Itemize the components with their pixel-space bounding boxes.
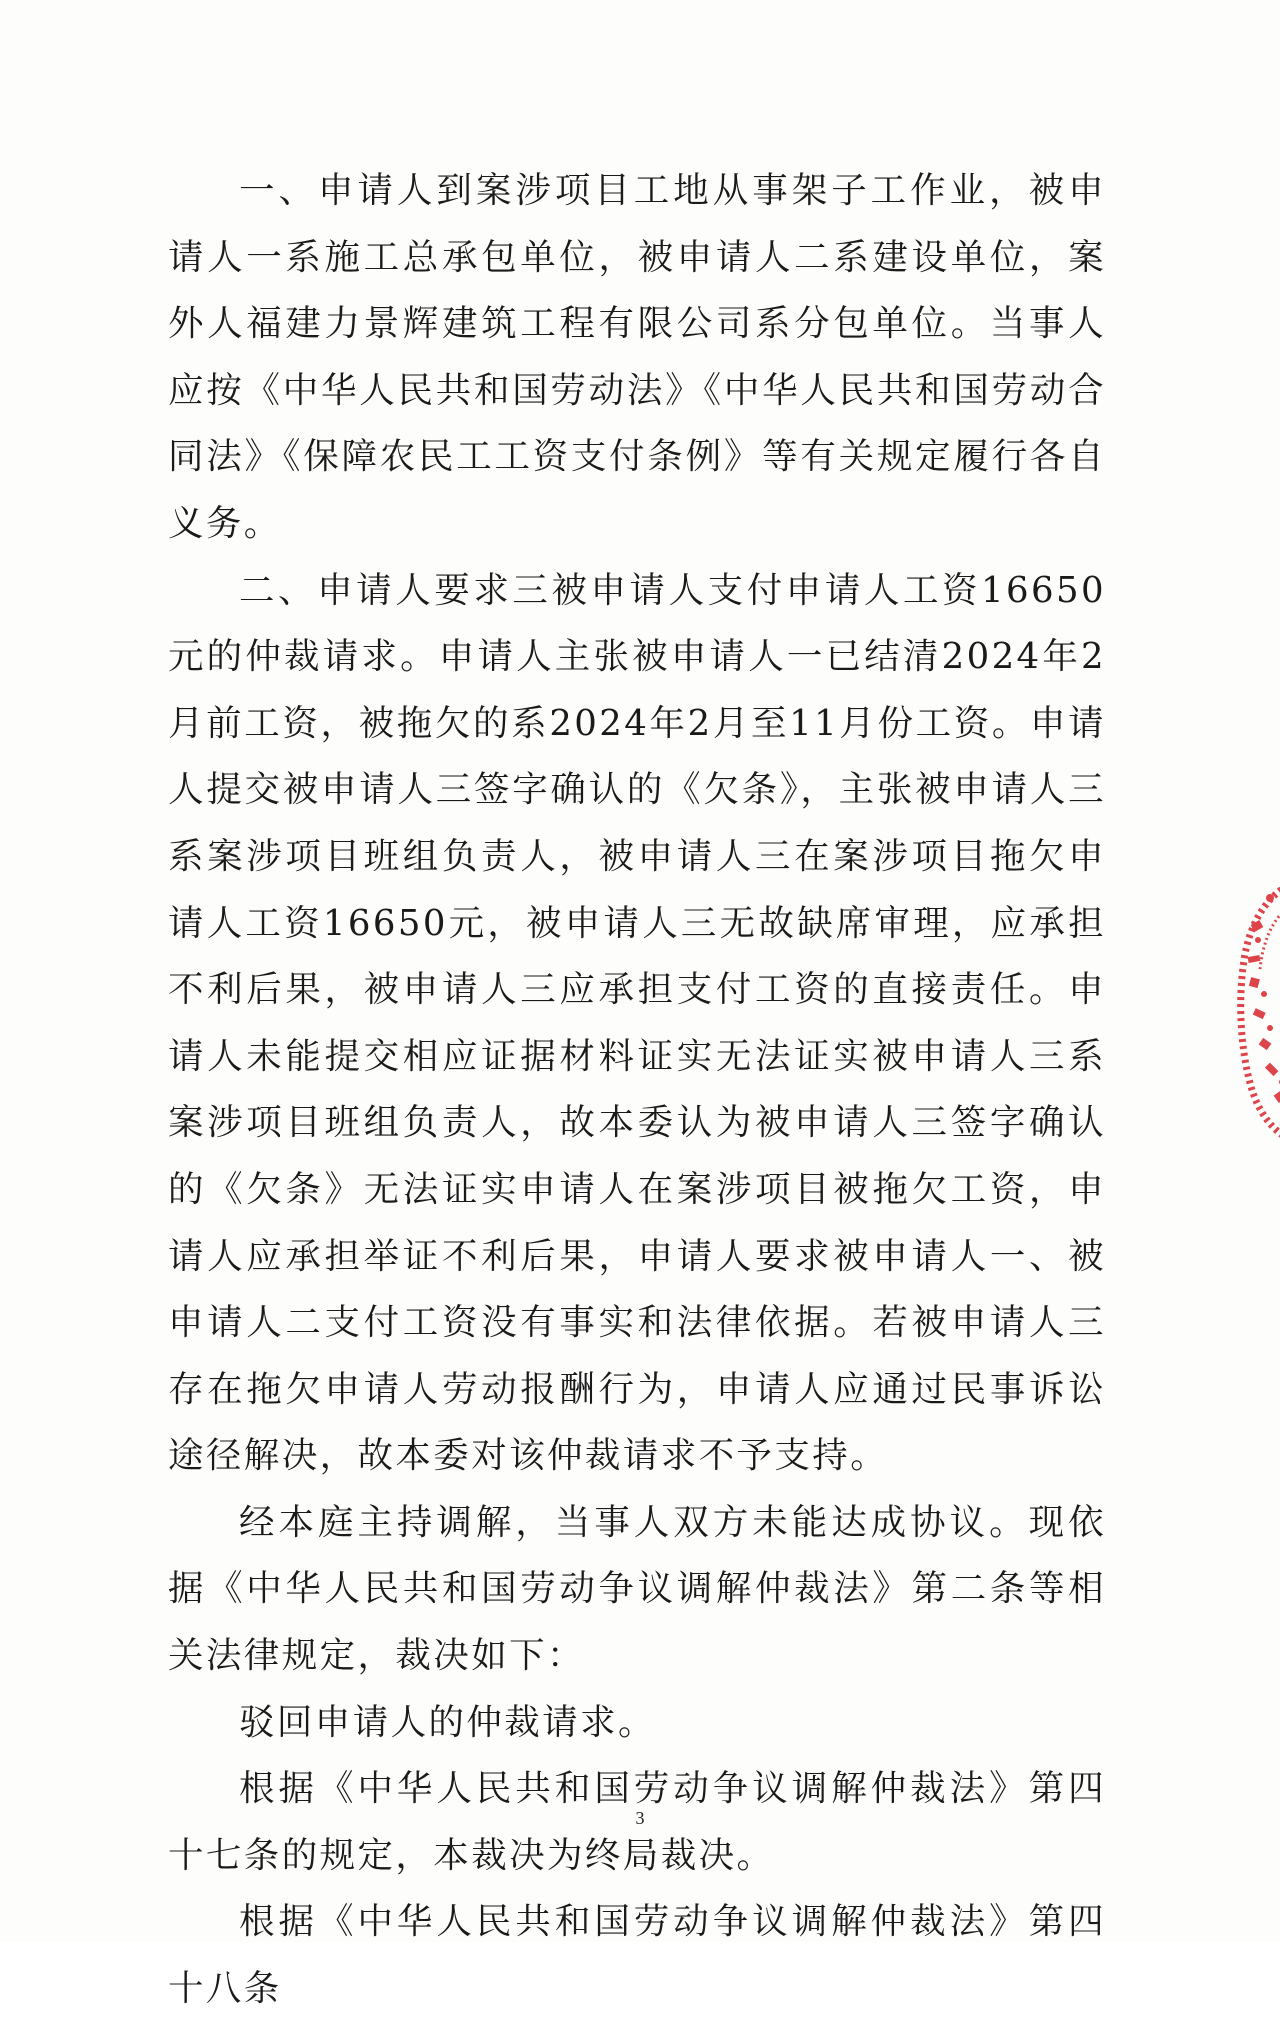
paragraph-wage-claim: 二、申请人要求三被申请人支付申请人工资16650元的仲裁请求。申请人主张被申请人一已结清2024年2月前工资，被拖欠的系2024年2月至11月份工资。申请人提交被申请人三签字确认的《欠条》，主张被申请人三系案涉项目班组负责人，被申请人三在案涉项目拖欠申请人工资16650元，被申请人三无故缺席审理，应承担不利后果，被申请人三应承担支付工资的直接责任。申请人未能提交相应证据材料证实无法证实被申请人三系案涉项目班组负责人，故本委认为被申请人三签字确认的《欠条》无法证实申请人在案涉项目被拖欠工资，申请人应承担举证不利后果，申请人要求被申请人一、被申请人二支付工资没有事实和法律依据。若被申请人三存在拖欠申请人劳动报酬行为，申请人应通过民事诉讼途径解决，故本委对该仲裁请求不予支持。	[168, 569, 1106, 1477]
paragraph-ruling: 驳回申请人的仲裁请求。	[239, 1701, 656, 1743]
page-number: 3	[635, 1808, 645, 1828]
red-seal-stamp	[1230, 860, 1280, 1160]
paragraph-obligations: 一、申请人到案涉项目工地从事架子工作业，被申请人一系施工总承包单位，被申请人二系建设单位，案外人福建力景辉建筑工程有限公司系分包单位。当事人应按《中华人民共和国劳动法》《中华人民共和国劳动合同法》《保障农民工工资支付条例》等有关规定履行各自义务。	[168, 170, 1106, 544]
paragraph-article-48: 根据《中华人民共和国劳动争议调解仲裁法》第四十八条	[168, 1901, 1106, 2010]
document-body	[168, 158, 1106, 2023]
paragraph-mediation: 经本庭主持调解，当事人双方未能达成协议。现依据《中华人民共和国劳动争议调解仲裁法》第二条等相关法律规定，裁决如下：	[168, 1501, 1106, 1677]
paragraph-final-award: 根据《中华人民共和国劳动争议调解仲裁法》第四十七条的规定，本裁决为终局裁决。	[168, 1768, 1106, 1876]
